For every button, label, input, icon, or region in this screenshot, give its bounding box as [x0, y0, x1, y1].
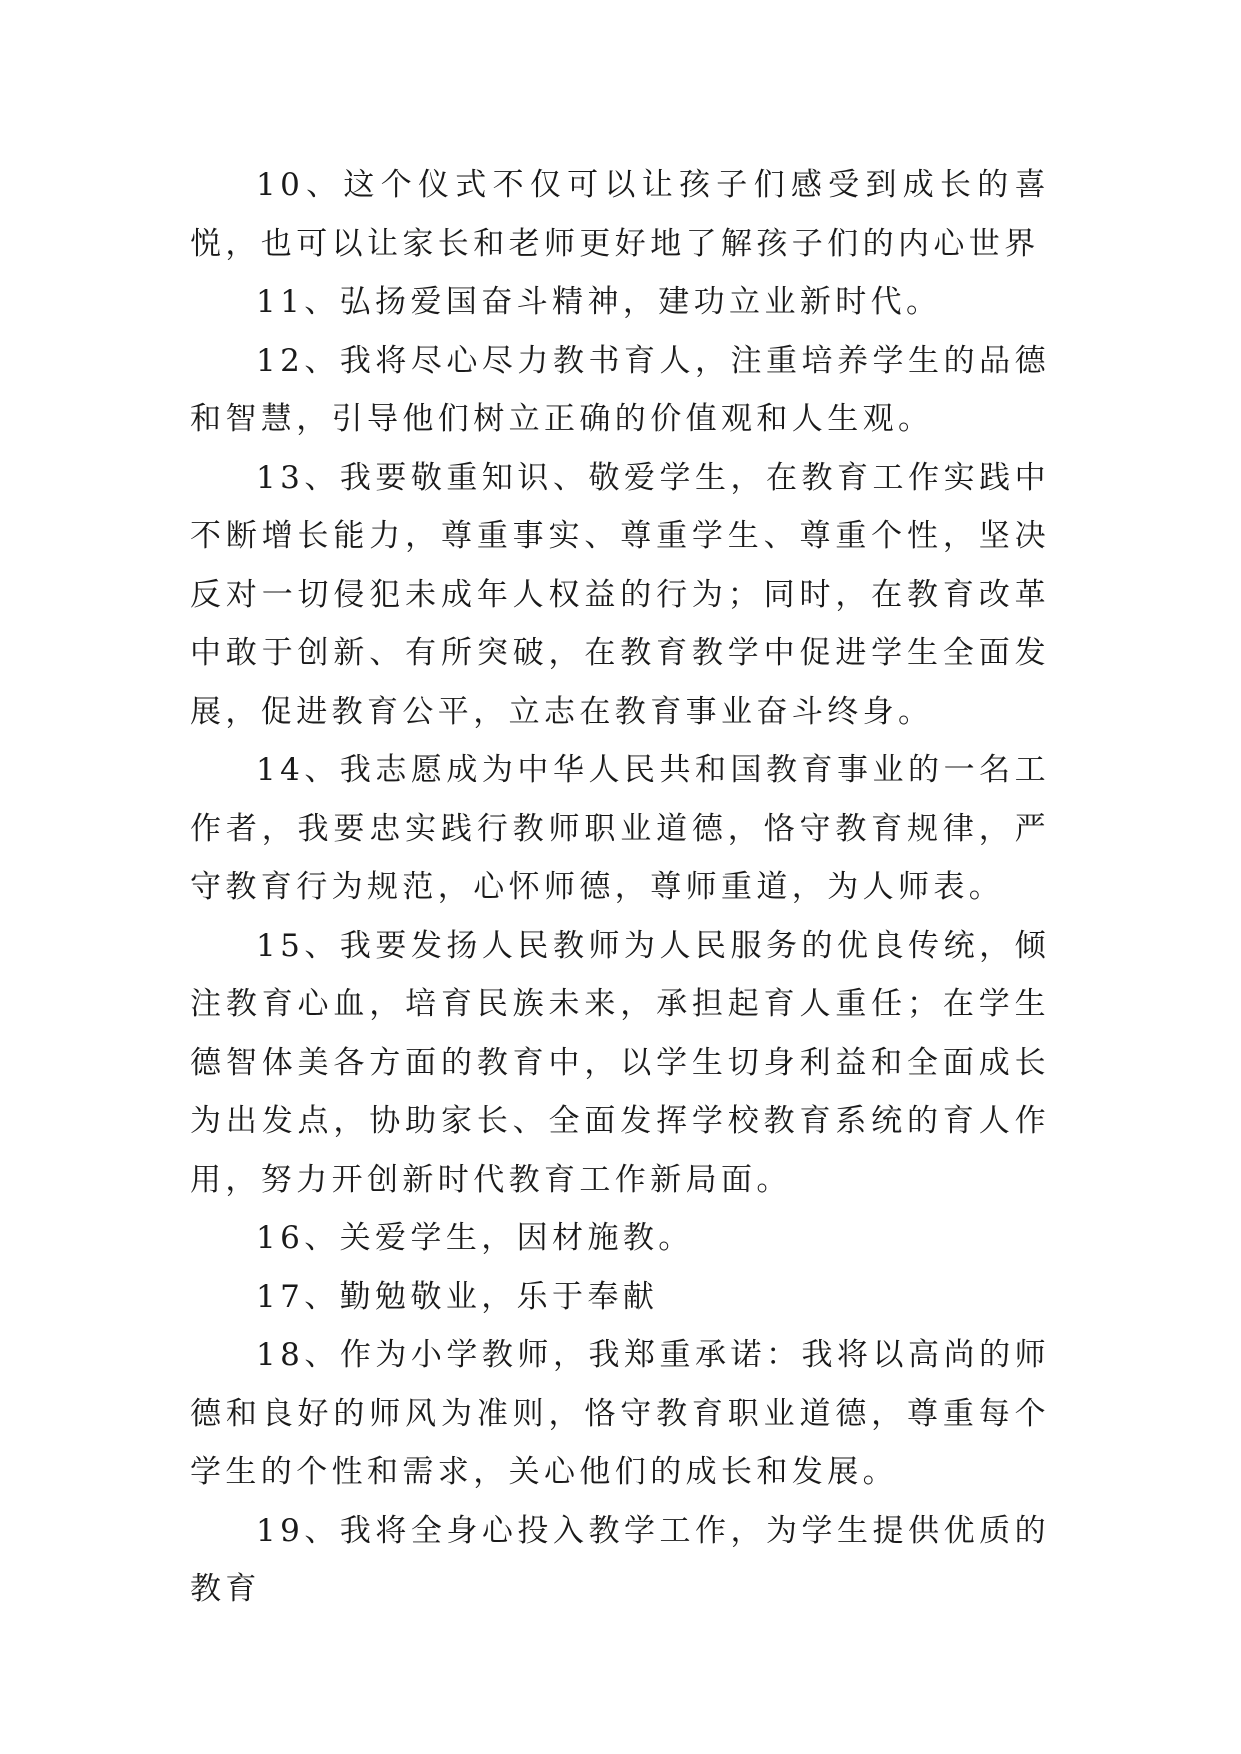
paragraph-17: 17、勤勉敬业，乐于奉献: [256, 1278, 659, 1315]
paragraph-11: 11、弘扬爱国奋斗精神，建功立业新时代。: [256, 284, 942, 320]
paragraph-13: 13、我要敬重知识、敬爱学生，在教育工作实践中不断增长能力，尊重事实、尊重学生、尊重个性，坚决反对一切侵犯未成年人权益的行为；同时，在教育改革中敢于创新、有所突破，在教育教学中促进学生全面发展，促进教育公平，立志在教育事业奋斗终身。: [190, 459, 1050, 730]
paragraph-16: 16、关爱学生，因材施教。: [256, 1220, 694, 1256]
paragraph-12: 12、我将尽心尽力教书育人，注重培养学生的品德和智慧，引导他们树立正确的价值观和人生观。: [190, 342, 1050, 437]
paragraph-18: 18、作为小学教师，我郑重承诺：我将以高尚的师德和良好的师风为准则，恪守教育职业道德，尊重每个学生的个性和需求，关心他们的成长和发展。: [190, 1337, 1050, 1490]
document-body: [190, 156, 1050, 1619]
paragraph-15: 15、我要发扬人民教师为人民服务的优良传统，倾注教育心血，培育民族未来，承担起育人重任；在学生德智体美各方面的教育中，以学生切身利益和全面成长为出发点，协助家长、全面发挥学校教育系统的育人作用，努力开创新时代教育工作新局面。: [190, 927, 1050, 1198]
paragraph-14: 14、我志愿成为中华人民共和国教育事业的一名工作者，我要忠实践行教师职业道德，恪守教育规律，严守教育行为规范，心怀师德，尊师重道，为人师表。: [190, 752, 1050, 905]
paragraph-10: 10、这个仪式不仅可以让孩子们感受到成长的喜悦，也可以让家长和老师更好地了解孩子们的内心世界: [190, 167, 1050, 262]
paragraph-19: 19、我将全身心投入教学工作，为学生提供优质的教育: [190, 1512, 1050, 1607]
